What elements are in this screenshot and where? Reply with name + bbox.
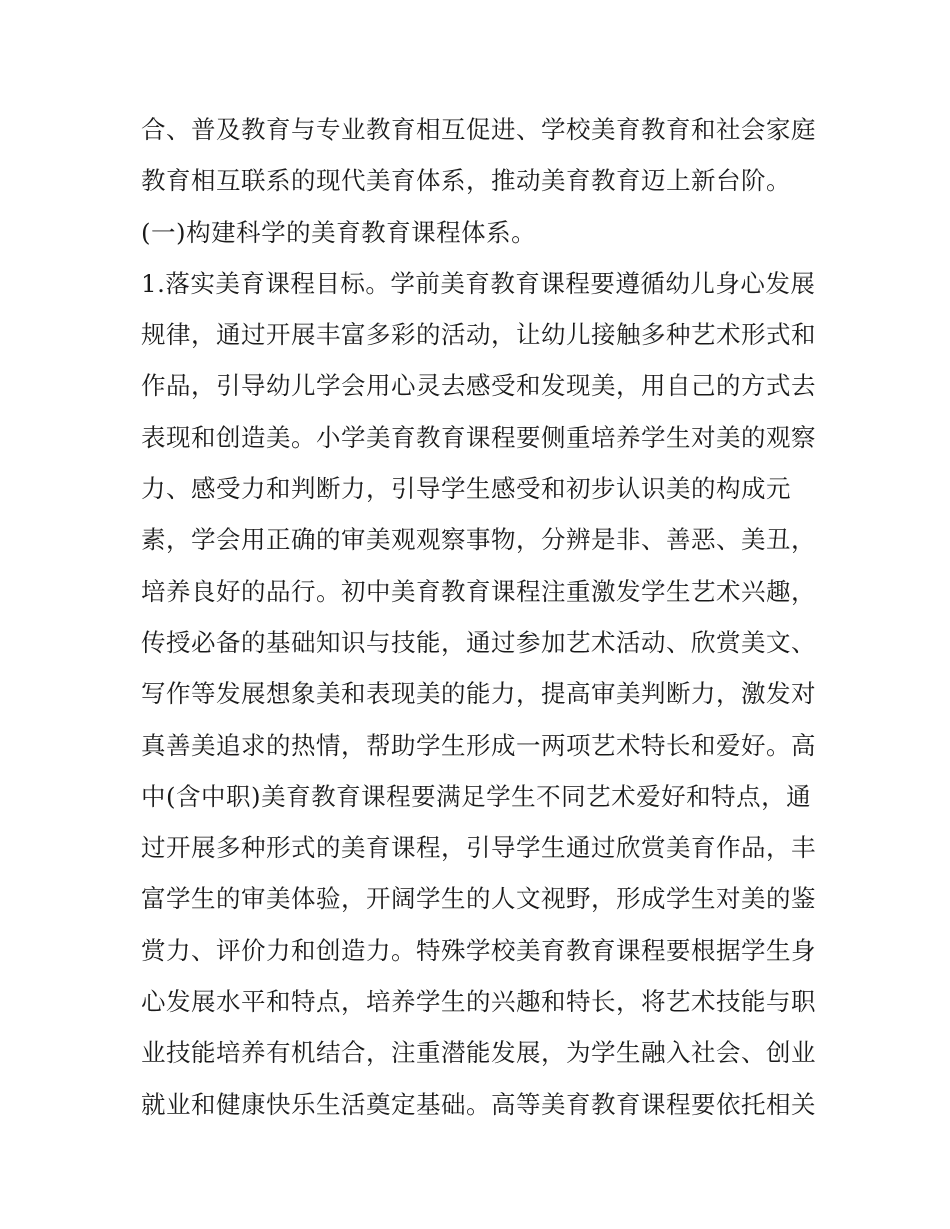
text-line: 过开展多种形式的美育课程，引导学生通过欣赏美育作品，丰 <box>141 833 816 863</box>
text-line: 真善美追求的热情，帮助学生形成一两项艺术特长和爱好。高 <box>141 730 816 760</box>
text-line: 教育相互联系的现代美育体系，推动美育教育迈上新台阶。 <box>141 166 791 196</box>
text-line: 写作等发展想象美和表现美的能力，提高审美判断力，激发对 <box>141 679 816 709</box>
text-line: 中(含中职)美育教育课程要满足学生不同艺术爱好和特点，通 <box>141 781 812 811</box>
text-line: 富学生的审美体验，开阔学生的人文视野，形成学生对美的鉴 <box>141 884 816 914</box>
text-line: 力、感受力和判断力，引导学生感受和初步认识美的构成元 <box>141 474 791 504</box>
text-line: 业技能培养有机结合，注重潜能发展，为学生融入社会、创业 <box>141 1038 816 1068</box>
section-heading: (一)构建科学的美育教育课程体系。 <box>141 217 537 247</box>
body-text <box>141 104 821 1130</box>
text-line: 素，学会用正确的审美观观察事物，分辨是非、善恶、美丑， <box>141 525 816 555</box>
text-line: 赏力、评价力和创造力。特殊学校美育教育课程要根据学生身 <box>141 935 816 965</box>
text-line: 传授必备的基础知识与技能，通过参加艺术活动、欣赏美文、 <box>141 627 816 657</box>
text-line: 就业和健康快乐生活奠定基础。高等美育教育课程要依托相关 <box>141 1089 816 1119</box>
text-line: 规律，通过开展丰富多彩的活动，让幼儿接触多种艺术形式和 <box>141 320 816 350</box>
text-line: 表现和创造美。小学美育教育课程要侧重培养学生对美的观察 <box>141 422 816 452</box>
text-line: 培养良好的品行。初中美育教育课程注重激发学生艺术兴趣， <box>141 576 816 606</box>
text-line: 作品，引导幼儿学会用心灵去感受和发现美，用自己的方式去 <box>141 371 816 401</box>
text-line: 心发展水平和特点，培养学生的兴趣和特长，将艺术技能与职 <box>141 987 816 1017</box>
text-line: 合、普及教育与专业教育相互促进、学校美育教育和社会家庭 <box>141 115 816 144</box>
text-line: 1.落实美育课程目标。学前美育教育课程要遵循幼儿身心发展 <box>141 268 816 298</box>
